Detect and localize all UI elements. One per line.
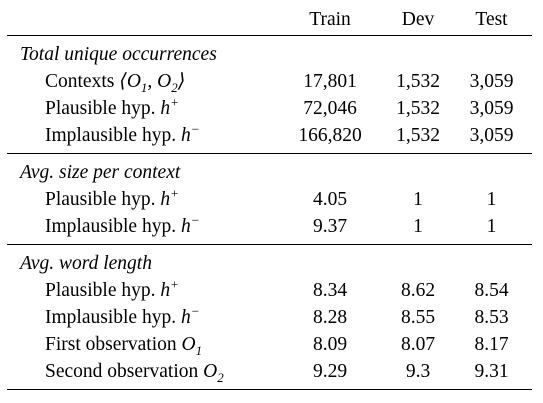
table-row xyxy=(7,304,532,331)
cell-dev: 1,532 xyxy=(396,125,440,146)
cell-train: 17,801 xyxy=(303,71,357,92)
row-label: First observation $O_1$ xyxy=(45,334,203,358)
math-symbol: $⟨O_1$, $O_2⟩$ xyxy=(119,71,186,95)
cell-train: 72,046 xyxy=(303,98,357,119)
cell-test: 8.53 xyxy=(474,307,509,328)
table-row xyxy=(7,213,532,240)
statistics-table xyxy=(7,5,532,390)
column-header-dev: Dev xyxy=(401,9,435,30)
section-title: Avg. size per context xyxy=(20,162,181,183)
cell-dev: 1,532 xyxy=(396,71,440,92)
cell-dev: 1,532 xyxy=(396,98,440,119)
table-row xyxy=(7,331,532,358)
row-label: Second observation $O_2$ xyxy=(45,361,224,385)
table-row xyxy=(7,68,532,95)
table-row xyxy=(7,186,532,213)
column-header-test: Test xyxy=(475,9,508,30)
row-label: Plausible hyp. h+ xyxy=(45,94,179,119)
cell-dev: 8.07 xyxy=(400,334,436,355)
section-title-row xyxy=(7,250,532,277)
cell-dev: 8.62 xyxy=(400,280,436,301)
row-label: Plausible hyp. h+ xyxy=(45,276,179,301)
row-label: Implausible hyp. h− xyxy=(45,121,200,146)
table-row xyxy=(7,358,532,385)
column-header-train: Train xyxy=(309,9,351,30)
math-symbol: h− xyxy=(180,303,200,328)
cell-dev: 1 xyxy=(413,189,423,210)
math-symbol: h+ xyxy=(160,185,179,210)
cell-train: 9.37 xyxy=(312,216,348,237)
cell-test: 3,059 xyxy=(469,125,514,146)
cell-test: 9.31 xyxy=(474,361,509,382)
row-label: Implausible hyp. h− xyxy=(45,212,200,237)
cell-test: 1 xyxy=(486,189,497,210)
row-label: Plausible hyp. h+ xyxy=(45,185,179,210)
cell-train: 8.34 xyxy=(312,280,348,301)
cell-dev: 8.55 xyxy=(400,307,436,328)
cell-train: 8.09 xyxy=(312,334,348,355)
section-title: Total unique occurrences xyxy=(20,44,217,65)
cell-dev: 1 xyxy=(413,216,423,237)
bottom-rule xyxy=(7,389,532,390)
math-symbol: h+ xyxy=(160,276,179,301)
math-symbol: $O_1$ xyxy=(181,334,203,358)
cell-train: 166,820 xyxy=(298,125,362,146)
row-label: Implausible hyp. h− xyxy=(45,303,200,328)
cell-test: 8.54 xyxy=(474,280,509,301)
cell-test: 8.17 xyxy=(474,334,509,355)
table-row xyxy=(7,277,532,304)
table-row xyxy=(7,122,532,149)
cell-train: 9.29 xyxy=(312,361,348,382)
cell-train: 8.28 xyxy=(312,307,348,328)
cell-test: 1 xyxy=(486,216,497,237)
math-symbol: h− xyxy=(180,121,200,146)
section-title-row xyxy=(7,159,532,186)
cell-train: 4.05 xyxy=(312,189,348,210)
section-title: Avg. word length xyxy=(20,253,152,274)
math-symbol: h− xyxy=(180,212,200,237)
cell-test: 3,059 xyxy=(469,71,514,92)
table-row xyxy=(7,95,532,122)
math-symbol: h+ xyxy=(160,94,179,119)
cell-test: 3,059 xyxy=(469,98,514,119)
cell-dev: 9.3 xyxy=(405,361,431,382)
section-title-row xyxy=(7,41,532,68)
math-symbol: $O_2$ xyxy=(203,361,224,385)
row-label: Contexts $⟨O_1$, $O_2⟩$ xyxy=(45,71,186,95)
table-header-row xyxy=(7,5,532,35)
